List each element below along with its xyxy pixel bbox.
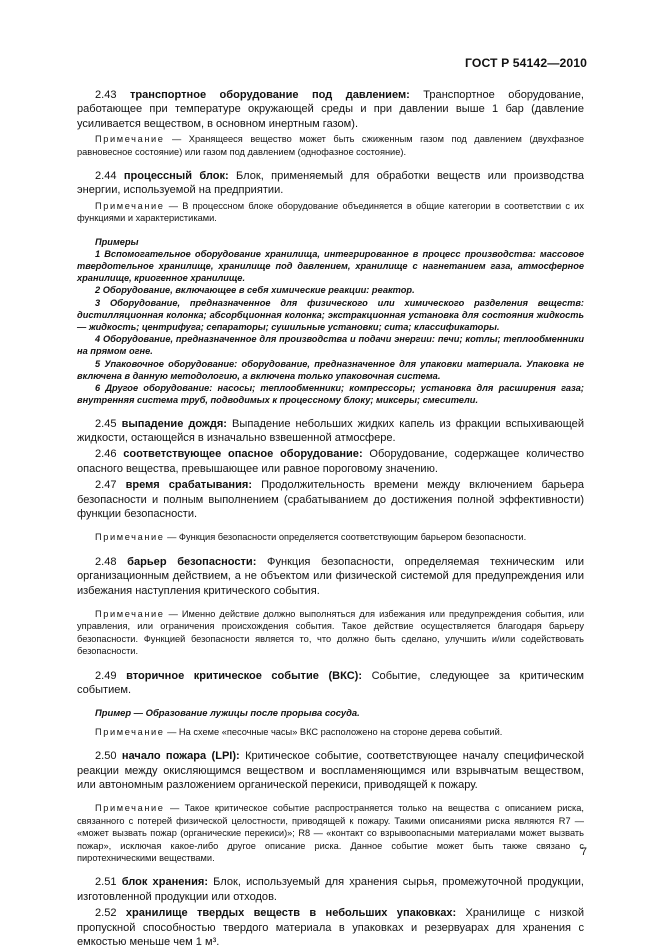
term-title: время срабатывания: bbox=[125, 479, 253, 492]
term-2-50 bbox=[77, 749, 584, 792]
note-text: — Именно действие должно выполняться для избежания или предупреждения события, или управления, или ограничения происхождения события. Такое действие осуществляется благодаря барьеру безопасности. Функцией безопасности является то, что должно быть сделано, улучшить и/или содействовать безопасности. bbox=[77, 608, 584, 657]
examples-title: Примеры bbox=[95, 236, 139, 247]
note-label: Примечание bbox=[95, 726, 165, 737]
term-title: процессный блок: bbox=[123, 170, 229, 183]
term-number: 2.47 bbox=[95, 479, 117, 492]
note-label: Примечание bbox=[95, 200, 165, 211]
term-2-45 bbox=[77, 417, 584, 446]
term-definition: Продолжительность времени между включением барьера безопасности и полным выполнением (срабатыванием до достижения полной эффективности) функции безопасности. bbox=[77, 479, 585, 520]
term-title: выпадение дождя: bbox=[121, 417, 227, 430]
note-2-43 bbox=[77, 133, 584, 158]
page-number: 7 bbox=[580, 846, 587, 858]
term-title: барьер безопасности: bbox=[127, 555, 257, 568]
standard-number: ГОСТ Р 54142—2010 bbox=[465, 56, 587, 70]
term-number: 2.45 bbox=[95, 417, 117, 430]
note-label: Примечание bbox=[95, 134, 165, 145]
term-2-49 bbox=[77, 669, 584, 698]
term-title: блок хранения: bbox=[121, 876, 208, 889]
example-2: 2 Оборудование, включающее в себя химические реакции: реактор. bbox=[95, 285, 415, 296]
note-2-47 bbox=[77, 531, 584, 543]
examples-block bbox=[77, 236, 584, 407]
term-definition: Оборудование, содержащее количество опасного вещества, превышающее или равное пороговому значению. bbox=[77, 448, 584, 475]
example-5: 5 Упаковочное оборудование: оборудование, предназначенное для упаковки материала. Упаковка не включена в данную методологию, а включена только упаковочная система. bbox=[77, 358, 584, 381]
example-3: 3 Оборудование, предназначенное для физического или химического разделения веществ: дистилляционная колонка; абсорбционная колонка; экстракционная установка для состояния жидкость — жидкость; центрифуга; сепараторы; сушильные установки; сита; классификаторы. bbox=[77, 297, 584, 333]
example-1: 1 Вспомогательное оборудование хранилища, интегрированное в процесс производства: массовое твердотельное хранилище, хранилище под давлением, хранилище с нагнетанием газа, атмосферное хранилище, криогенное хранилище. bbox=[77, 248, 584, 284]
example-6: 6 Другое оборудование: насосы; теплообменники; компрессоры; установка для расширения газа; внутренняя система труб, подводимых к процессному блоку; миксеры; смесители. bbox=[77, 383, 584, 406]
term-definition: Выпадение небольших жидких капель из фракции вспыхивающей жидкости, остающейся в изначально взвешенной атмосфере. bbox=[77, 417, 584, 444]
term-number: 2.52 bbox=[95, 907, 117, 920]
term-title: вторичное критическое событие (ВКС): bbox=[126, 669, 363, 682]
term-definition: Хранилище с низкой пропускной способностью твердого материала в упаковках и резервуарах для хранения с емкостью меньше чем 1 м³. bbox=[77, 907, 585, 949]
note-text: — На схеме «песочные часы» ВКС расположено на стороне дерева событий. bbox=[164, 726, 503, 737]
term-number: 2.48 bbox=[95, 555, 117, 568]
term-title: начало пожара (LPI): bbox=[121, 750, 240, 763]
note-text: — Такое критическое событие распространяется только на вещества с описанием риска, связанного с потерей физической целостности, приводящей к пожару. Такими описаниями риска являются R7 — «может вызвать пожар (органические перекиси)»; R8 — «контакт со взрывоопасными материалами может вызвать пожар», исключая какое-либо другое описание риска. Данное событие может быть также связано с пиротехническими веществами. bbox=[77, 803, 584, 864]
term-number: 2.44 bbox=[95, 170, 117, 183]
term-2-44 bbox=[77, 169, 584, 198]
term-definition: Критическое событие, соответствующее началу специфической реакции между окисляющимся веществом и воспламеняющимся или взрывчатым веществом, или автономным разложением органической перекиси, приводящей к пожару. bbox=[77, 750, 585, 792]
term-number: 2.46 bbox=[95, 448, 117, 461]
example-4: 4 Оборудование, предназначенное для производства и подачи энергии: печи; котлы; теплообменники на прямом огне. bbox=[77, 334, 584, 357]
note-text: — Хранящееся вещество может быть сжиженным газом под давлением (двухфазное равновесное состояние) или газом под давлением (однофазное состояние). bbox=[77, 134, 584, 157]
term-number: 2.43 bbox=[95, 89, 117, 101]
term-definition: Событие, следующее за критическим событием. bbox=[77, 669, 584, 696]
term-title: соответствующее опасное оборудование: bbox=[123, 448, 363, 461]
note-text: — Функция безопасности определяется соответствующим барьером безопасности. bbox=[164, 532, 527, 543]
term-number: 2.49 bbox=[95, 669, 117, 682]
term-definition: Транспортное оборудование, работающее при температуре окружающей среды и при давлении выше 1 бар (давление усиливается веществом, в основном инертным газом). bbox=[77, 89, 585, 130]
term-definition: Блок, применяемый для обработки веществ или производства энергии, используемой на предприятии. bbox=[77, 170, 584, 197]
term-number: 2.50 bbox=[95, 750, 117, 763]
example-2-49: Пример — Образование лужицы после прорыва сосуда. bbox=[95, 707, 360, 719]
term-title: транспортное оборудование под давлением: bbox=[129, 89, 410, 101]
note-2-48 bbox=[77, 608, 584, 658]
document-body bbox=[77, 88, 584, 952]
note-2-50 bbox=[77, 802, 584, 864]
note-label: Примечание bbox=[95, 803, 165, 814]
term-2-43 bbox=[77, 88, 584, 131]
term-2-46 bbox=[77, 447, 584, 476]
term-2-47 bbox=[77, 478, 584, 521]
term-2-51 bbox=[77, 875, 584, 904]
term-definition: Функция безопасности, определяемая техническим или организационным действием, а не объектом или физической системой для предупреждения или избежания наступления критического события. bbox=[77, 555, 584, 597]
term-2-48 bbox=[77, 555, 584, 598]
term-definition: Блок, используемый для хранения сырья, промежуточной продукции, изготовленной продукции или отходов. bbox=[77, 876, 584, 903]
note-label: Примечание bbox=[95, 608, 165, 619]
term-2-52 bbox=[77, 906, 584, 949]
note-2-44 bbox=[77, 200, 584, 225]
term-title: хранилище твердых веществ в небольших упаковках: bbox=[125, 907, 457, 920]
note-label: Примечание bbox=[95, 532, 165, 543]
term-number: 2.51 bbox=[95, 876, 117, 889]
note-text: — В процессном блоке оборудование объединяется в общие категории в соответствии с их функциями и характеристиками. bbox=[77, 200, 584, 224]
note-2-49 bbox=[77, 726, 584, 738]
